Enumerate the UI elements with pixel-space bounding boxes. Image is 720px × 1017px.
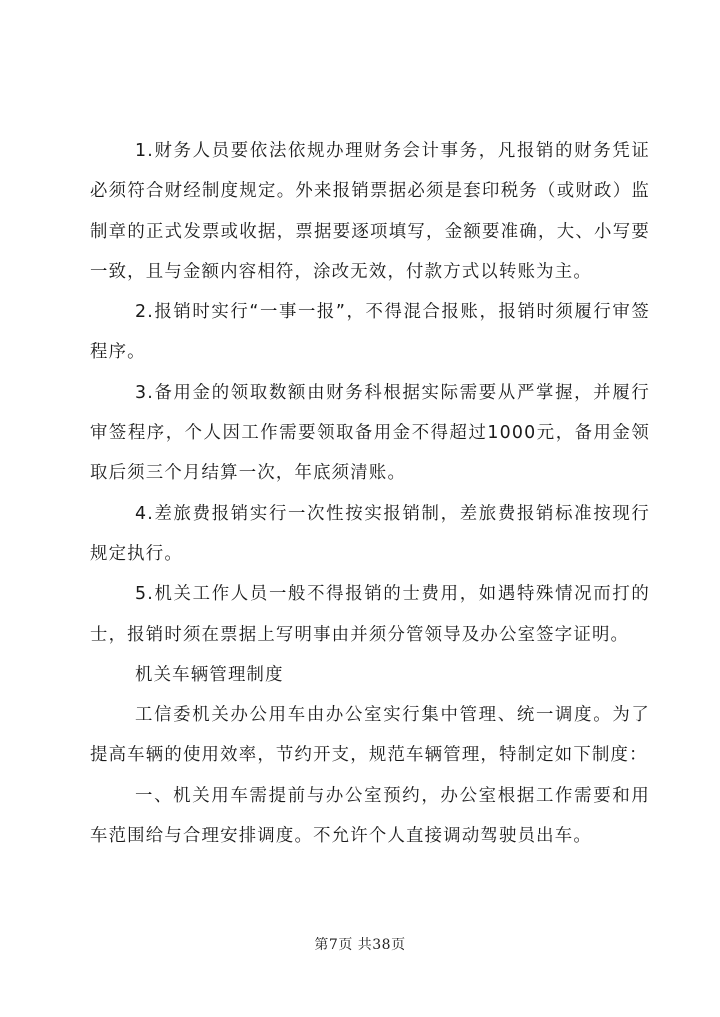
paragraph-item-2: 2.报销时实行“一事一报”，不得混合报账，报销时须履行审签程序。 <box>90 302 650 363</box>
document-body <box>90 131 650 856</box>
paragraph-item-5: 5.机关工作人员一般不得报销的士费用，如遇特殊情况而打的士，报销时须在票据上写明事由并须分管领导及办公室签字证明。 <box>90 584 650 645</box>
page-footer: 第7页 共38页 <box>314 937 406 953</box>
paragraph-item-4: 4.差旅费报销实行一次性按实报销制，差旅费报销标准按现行规定执行。 <box>90 503 650 564</box>
section-title: 机关车辆管理制度 <box>135 664 284 685</box>
section-intro-paragraph: 工信委机关办公用车由办公室实行集中管理、统一调度。为了提高车辆的使用效率，节约开支，规范车辆管理，特制定如下制度： <box>90 705 650 766</box>
paragraph-item-3: 3.备用金的领取数额由财务科根据实际需要从严掌握，并履行审签程序，个人因工作需要领取备用金不得超过1000元，备用金领取后须三个月结算一次，年底须清账。 <box>90 382 650 484</box>
paragraph-item-1: 1.财务人员要依法依规办理财务会计事务，凡报销的财务凭证必须符合财经制度规定。外来报销票据必须是套印税务（或财政）监制章的正式发票或收据，票据要逐项填写，金额要准确，大、小写要一致，且与金额内容相符，涂改无效，付款方式以转账为主。 <box>90 141 650 282</box>
section-rule-1-paragraph: 一、机关用车需提前与办公室预约，办公室根据工作需要和用车范围给与合理安排调度。不允许个人直接调动驾驶员出车。 <box>90 785 650 847</box>
